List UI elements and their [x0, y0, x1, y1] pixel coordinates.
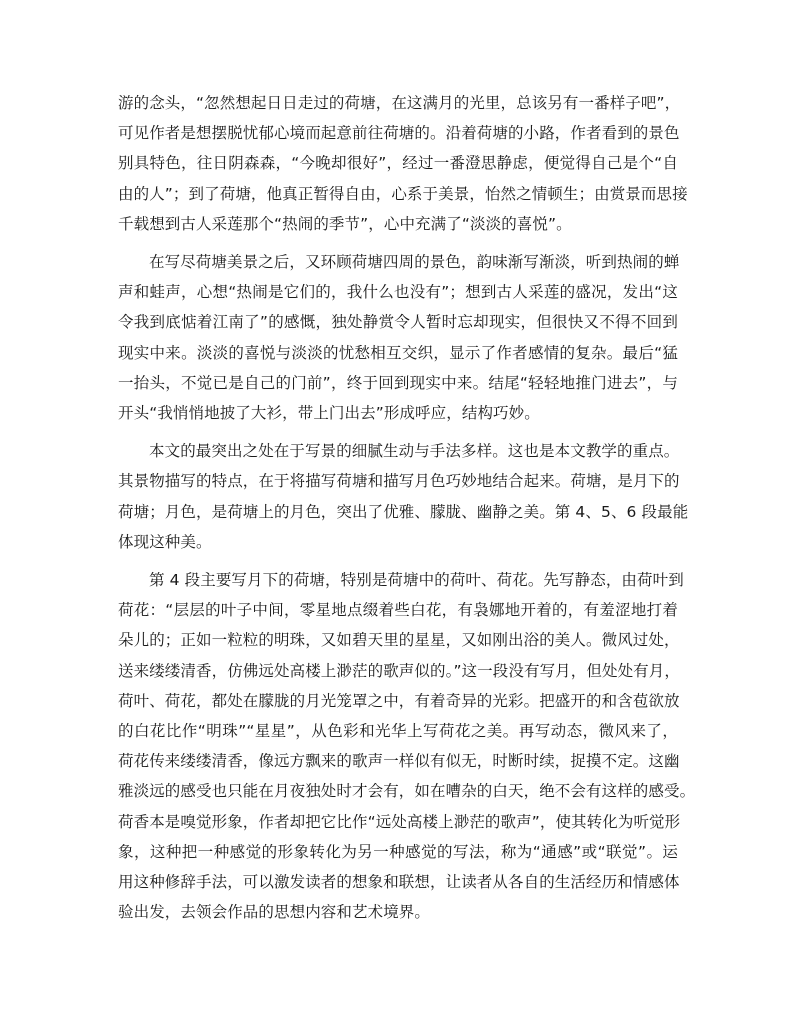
text-line: 荷叶、荷花，都处在朦胧的月光笼罩之中，有着奇异的光彩。把盛开的和含苞欲放: [118, 691, 680, 710]
text-line: 荷香本是嗅觉形象，作者却把它比作“远处高楼上渺茫的歌声”，使其转化为听觉形: [118, 812, 681, 831]
text-line: 令我到底惦着江南了”的感慨，独处静赏令人暂时忘却现实，但很快又不得不回到: [118, 313, 678, 332]
text-line: 声和蛙声，心想“热闹是它们的，我什么也没有”；想到古人采莲的盛况，发出“这: [118, 283, 678, 302]
text-line: 荷塘；月色，是荷塘上的月色，突出了优雅、朦胧、幽静之美。第 4、5、6 段最能: [118, 502, 689, 521]
text-line: 象，这种把一种感觉的形象转化为另一种感觉的写法，称为“通感”或“联觉”。运: [118, 842, 678, 861]
text-line: 别具特色，往日阴森森，“今晚却很好”，经过一番澄思静虑，便觉得自己是个“自: [118, 154, 678, 173]
text-line: 开头“我悄悄地披了大衫，带上门出去”形成呼应，结构巧妙。: [118, 404, 540, 423]
text-line: 荷花传来缕缕清香，像远方飘来的歌声一样似有似无，时断时续，捉摸不定。这幽: [118, 752, 680, 771]
text-line: 现实中来。淡淡的喜悦与淡淡的忧愁相互交织，显示了作者感情的复杂。最后“猛: [118, 343, 678, 362]
paragraph-2: [118, 247, 678, 428]
text-line: 送来缕缕清香，仿佛远处高楼上渺茫的歌声似的。”这一段没有写月，但处处有月，: [118, 661, 680, 680]
text-line: 千载想到古人采莲那个“热闹的季节”，心中充满了“淡淡的喜悦”。: [118, 214, 572, 233]
text-line: 在写尽荷塘美景之后，又环顾荷塘四周的景色，韵味渐写渐淡，听到热闹的蝉: [149, 253, 680, 272]
text-line: 游的念头，“忽然想起日日走过的荷塘，在这满月的光里，总该另有一番样子吧”，: [118, 94, 681, 112]
document-body: [118, 88, 696, 935]
text-line: 本文的最突出之处在于写景的细腻生动与手法多样。这也是本文教学的重点。: [149, 442, 680, 461]
text-line: 体现这种美。: [118, 532, 212, 551]
text-line: 荷花：“层层的叶子中间，零星地点缀着些白花，有袅娜地开着的，有羞涩地打着: [118, 601, 678, 620]
paragraph-4: [118, 565, 696, 927]
text-line: 由的人”；到了荷塘，他真正暂得自由，心系于美景，怡然之情顿生；由赏景而思接: [118, 184, 688, 203]
paragraph-3: [118, 436, 689, 557]
text-line: 可见作者是想摆脱忧郁心境而起意前往荷塘的。沿着荷塘的小路，作者看到的景色: [118, 124, 680, 143]
text-line: 一抬头，不觉已是自己的门前”，终于回到现实中来。结尾“轻轻地推门进去”，与: [118, 373, 678, 392]
text-line: 其景物描写的特点，在于将描写荷塘和描写月色巧妙地结合起来。荷塘，是月下的: [118, 472, 680, 491]
paragraph-1: [118, 88, 688, 239]
text-line: 验出发，去领会作品的思想内容和艺术境界。: [118, 903, 431, 922]
text-line: 朵儿的；正如一粒粒的明珠，又如碧天里的星星，又如刚出浴的美人。微风过处，: [118, 631, 680, 650]
text-line: 的白花比作“明珠”“星星”，从色彩和光华上写荷花之美。再写动态，微风来了，: [118, 722, 678, 741]
text-line: 用这种修辞手法，可以激发读者的想象和联想，让读者从各自的生活经历和情感体: [118, 873, 680, 892]
text-line: 雅淡远的感受也只能在月夜独处时才会有，如在嘈杂的白天，绝不会有这样的感受。: [118, 782, 696, 801]
text-line: 第 4 段主要写月下的荷塘，特别是荷塘中的荷叶、荷花。先写静态，由荷叶到: [149, 571, 684, 590]
